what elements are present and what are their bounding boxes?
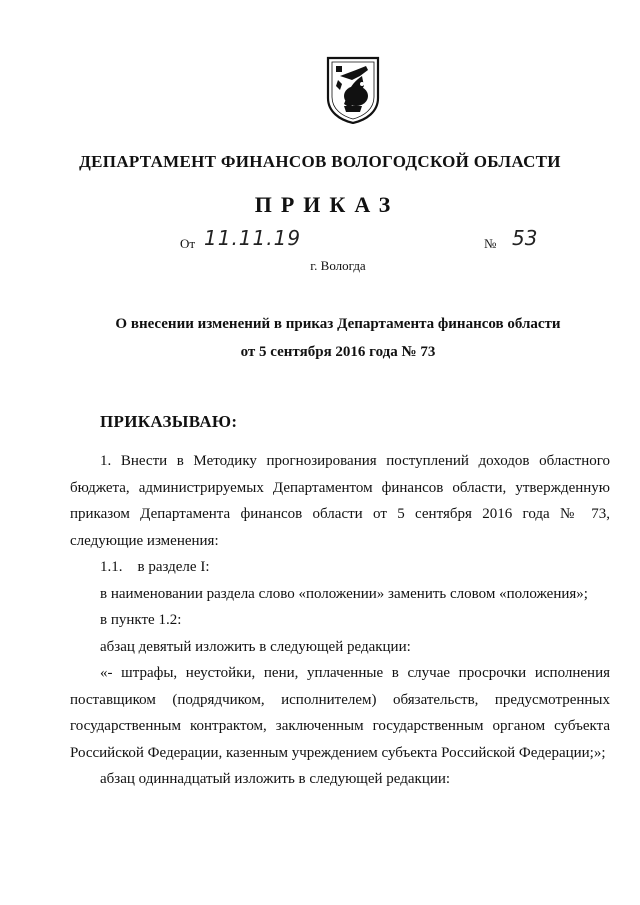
paragraph-line: 1.1. в разделе I: — [100, 559, 210, 575]
number-label: № — [484, 236, 497, 251]
subject-line-1: О внесении изменений в приказ Департамента финансов области — [115, 316, 561, 332]
paragraph-line: абзац девятый изложить в следующей редакции: — [100, 638, 411, 655]
paragraph-line: в наименовании раздела слово «положении» заменить словом «положения»; — [100, 585, 588, 602]
coat-of-arms-icon — [326, 56, 380, 124]
paragraph-line: приказом Департамента финансов области от 5 сентября 2016 года № 73, — [70, 506, 610, 522]
paragraph-line: Российской Федерации, казенным учреждением субъекта Российской Федерации;»; — [70, 744, 606, 761]
document-type-title: ПРИКАЗ — [254, 192, 400, 217]
paragraph-line: бюджета, администрируемых Департаментом финансов области, утвержденную — [70, 479, 610, 496]
paragraph-line: абзац одиннадцатый изложить в следующей редакции: — [100, 771, 451, 787]
handwritten-number: 53 — [512, 226, 538, 250]
paragraph-line: «- штрафы, неустойки, пени, уплаченные в случае просрочки исполнения — [100, 665, 610, 681]
document-body — [70, 448, 610, 793]
order-subject — [0, 310, 640, 366]
handwritten-date: 11.11.19 — [204, 226, 302, 250]
city-name: г. Вологда — [310, 258, 366, 273]
paragraph-line: государственным контрактом, заключенным государственным органом субъекта — [70, 718, 610, 734]
date-label: От — [180, 236, 196, 251]
subject-line-2: от 5 сентября 2016 года № 73 — [240, 344, 436, 360]
paragraph-line: следующие изменения: — [70, 532, 219, 549]
department-name: ДЕПАРТАМЕНТ ФИНАНСОВ ВОЛОГОДСКОЙ ОБЛАСТИ — [79, 152, 561, 171]
paragraph-line: 1. Внести в Методику прогнозирования поступлений доходов областного — [100, 453, 610, 469]
paragraph-line: в пункте 1.2: — [100, 612, 182, 628]
paragraph-line: поставщиком (подрядчиком, исполнителем) обязательств, предусмотренных — [70, 691, 610, 708]
decree-heading: ПРИКАЗЫВАЮ: — [100, 412, 238, 431]
